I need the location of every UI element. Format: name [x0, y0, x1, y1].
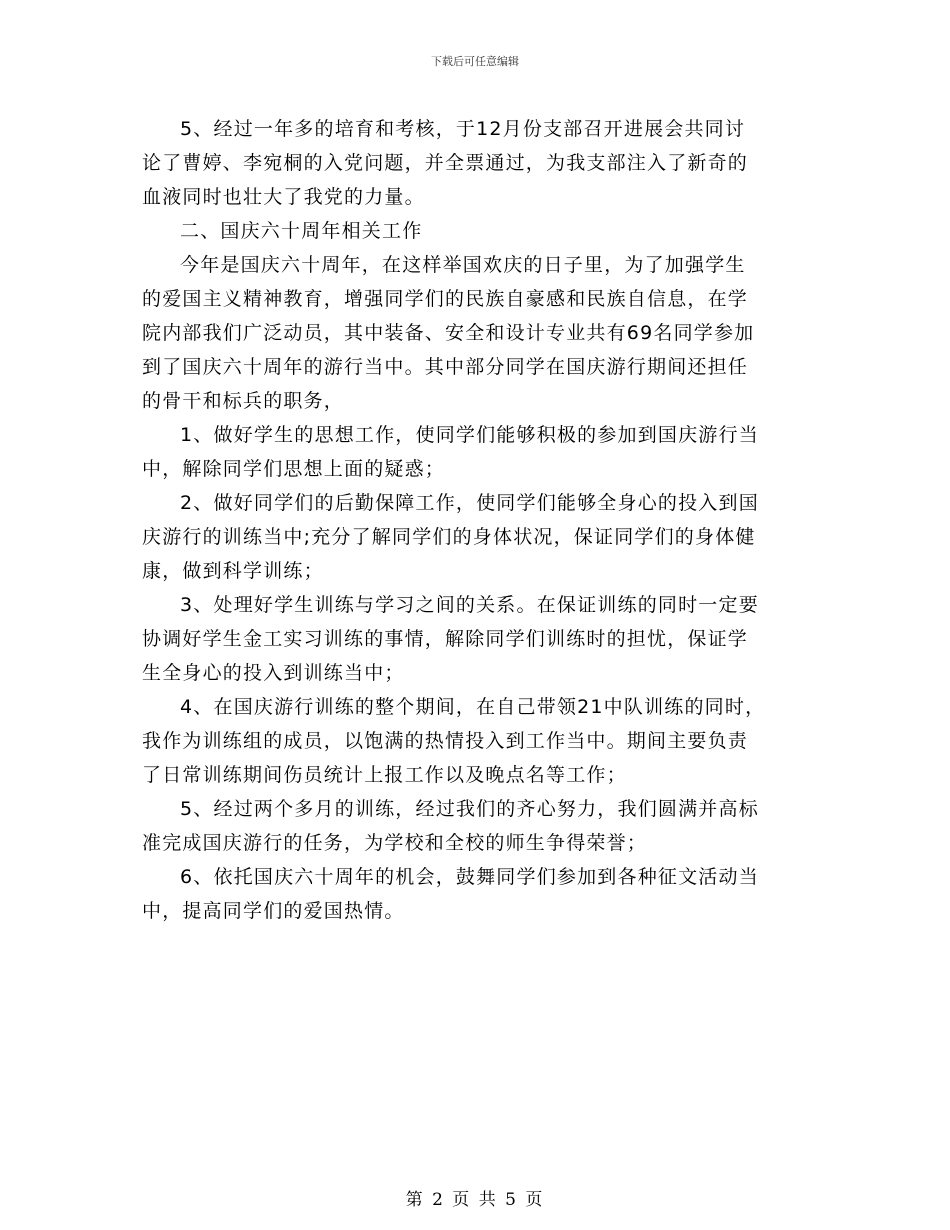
- text-line: 生全身心的投入到训练当中；: [142, 662, 405, 684]
- text-line: 协调好学生金工实习训练的事情，解除同学们训练时的担忧，保证学: [142, 628, 749, 650]
- text-line: 今年是国庆六十周年，在这样举国欢庆的日子里，为了加强学生: [180, 254, 746, 276]
- text-line: 准完成国庆游行的任务，为学校和全校的师生争得荣誉；: [142, 832, 648, 854]
- paragraph: [142, 486, 807, 588]
- text-line: 中，解除同学们思想上面的疑惑；: [142, 458, 446, 480]
- text-line: 2、做好同学们的后勤保障工作，使同学们能够全身心的投入到国: [180, 492, 759, 514]
- text-line: 4、在国庆游行训练的整个期间，在自己带领21中队训练的同时，: [180, 696, 766, 718]
- text-line: 5、经过两个多月的训练，经过我们的齐心努力，我们圆满并高标: [180, 798, 759, 820]
- paragraph-line-group: [142, 792, 807, 860]
- paragraph: [142, 588, 807, 690]
- paragraph: [142, 792, 807, 860]
- paragraph-line-group: [142, 112, 807, 214]
- text-line: 到了国庆六十周年的游行当中。其中部分同学在国庆游行期间还担任: [142, 356, 749, 378]
- text-line: 二、国庆六十周年相关工作: [180, 220, 423, 242]
- text-line: 5、经过一年多的培育和考核，于12月份支部召开进展会共同讨: [180, 118, 746, 140]
- paragraph-line-group: [142, 690, 807, 792]
- text-line: 3、处理好学生训练与学习之间的关系。在保证训练的同时一定要: [180, 594, 759, 616]
- text-line: 血液同时也壮大了我党的力量。: [142, 186, 425, 208]
- paragraph-line-group: [142, 486, 807, 588]
- text-line: 的爱国主义精神教育，增强同学们的民族自豪感和民族自信息，在学: [142, 288, 749, 310]
- paragraph-line-group: [142, 248, 807, 418]
- text-line: 1、做好学生的思想工作，使同学们能够积极的参加到国庆游行当: [180, 424, 759, 446]
- text-line: 6、依托国庆六十周年的机会，鼓舞同学们参加到各种征文活动当: [180, 866, 759, 888]
- paragraph-line-group: [142, 588, 807, 690]
- paragraph: [142, 248, 807, 418]
- text-line: 中，提高同学们的爱国热情。: [142, 900, 405, 922]
- text-line: 我作为训练组的成员，以饱满的热情投入到工作当中。期间主要负责: [142, 730, 749, 752]
- paragraph-line-group: [142, 418, 807, 486]
- text-line: 论了曹婷、李宛桐的入党问题，并全票通过，为我支部注入了新奇的: [142, 152, 749, 174]
- page-header: 下载后可任意编辑: [431, 55, 519, 68]
- text-line: 康，做到科学训练；: [142, 560, 324, 582]
- paragraph: [142, 860, 807, 928]
- paragraph: [142, 112, 807, 214]
- text-line: 院内部我们广泛动员，其中装备、安全和设计专业共有69名同学参加: [142, 322, 755, 344]
- text-line: 庆游行的训练当中;充分了解同学们的身体状况，保证同学们的身体健: [142, 526, 756, 548]
- paragraph-line-group: [142, 214, 807, 248]
- paragraph: [142, 690, 807, 792]
- page-number-footer: 第 2 页 共 5 页: [405, 1190, 545, 1210]
- text-line: 了日常训练期间伤员统计上报工作以及晚点名等工作；: [142, 764, 627, 786]
- paragraph: [142, 418, 807, 486]
- paragraph-line-group: [142, 860, 807, 928]
- section-heading: [142, 214, 807, 248]
- text-line: 的骨干和标兵的职务，: [142, 390, 345, 412]
- document-body: [142, 112, 807, 928]
